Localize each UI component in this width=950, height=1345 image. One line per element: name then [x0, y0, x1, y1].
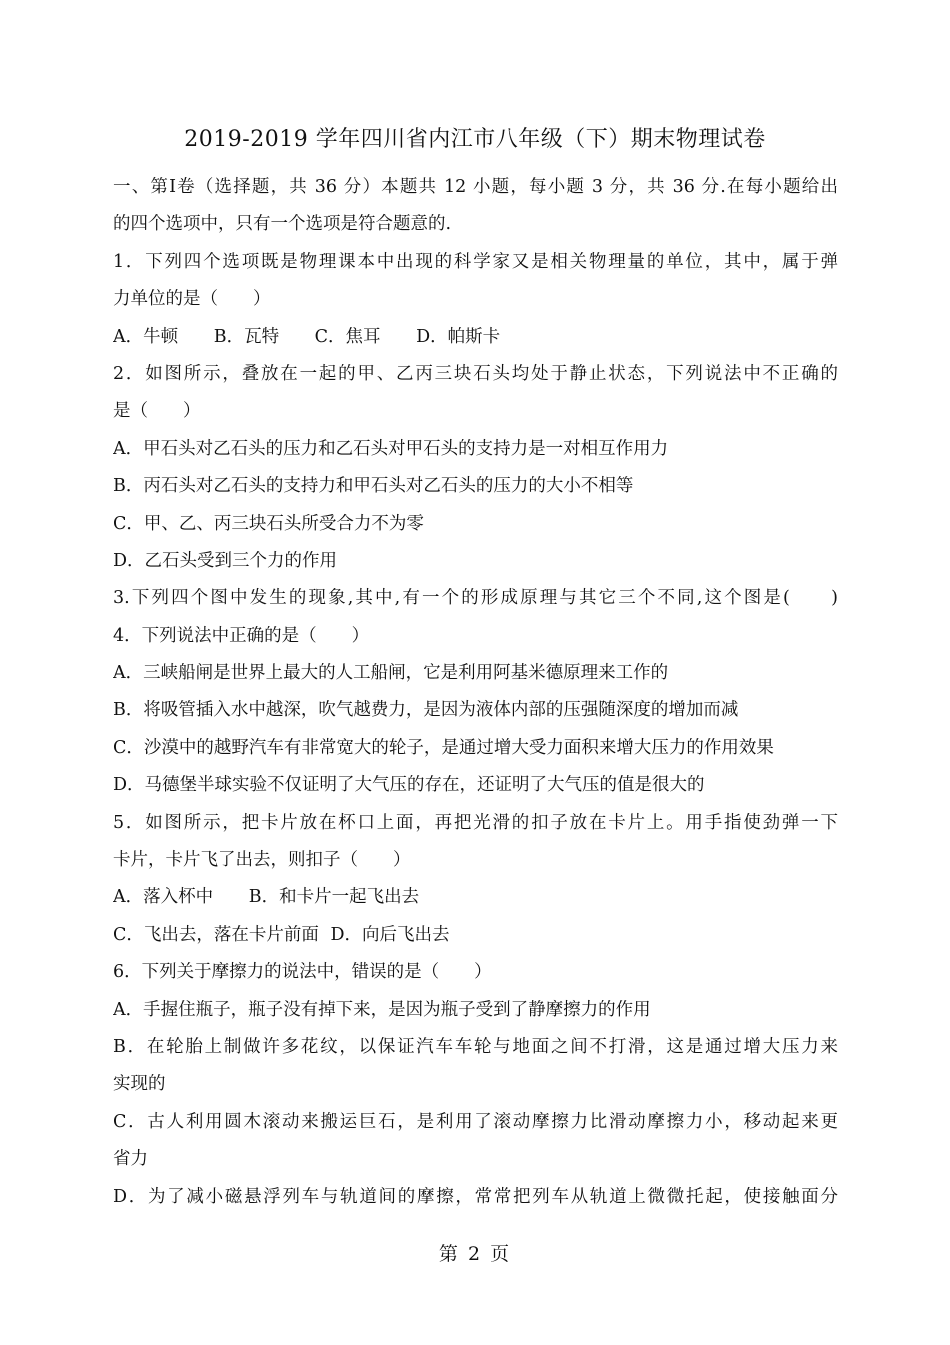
question-6	[113, 954, 838, 1216]
option-d: D．乙石头受到三个力的作用	[113, 550, 338, 571]
question-stem-line: 是（ ）	[113, 401, 201, 422]
question-2	[113, 356, 838, 580]
page-number: 第 2 页	[438, 1243, 512, 1265]
option-b: B．在轮胎上制做许多花纹，以保证汽车车轮与地面之间不打滑，这是通过增大压力来	[113, 1036, 838, 1057]
option-d: D．为了减小磁悬浮列车与轨道间的摩擦，常常把列车从轨道上微微托起，使接触面分	[113, 1186, 838, 1207]
option-c: C．甲、乙、丙三块石头所受合力不为零	[113, 513, 424, 534]
option-a: A．落入杯中	[113, 887, 214, 908]
option-row	[113, 319, 838, 356]
section-header-line: 的四个选项中，只有一个选项是符合题意的.	[113, 214, 452, 235]
option-a: A．甲石头对乙石头的压力和乙石头对甲石头的支持力是一对相互作用力	[113, 438, 669, 459]
exam-content	[113, 169, 838, 1216]
option-c-continued: 省力	[113, 1149, 148, 1170]
section-header-line: 一、第Ⅰ卷（选择题，共 36 分）本题共 12 小题，每小题 3 分，共 36 分.在每小题给出	[113, 177, 838, 197]
option-row	[113, 879, 838, 916]
option-a: A．牛顿	[113, 326, 179, 347]
question-stem-line: 2．如图所示，叠放在一起的甲、乙丙三块石头均处于静止状态，下列说法中不正确的	[113, 363, 838, 384]
question-stem-line: 3.下列四个图中发生的现象,其中,有一个的形成原理与其它三个不同,这个图是( )	[113, 588, 838, 609]
question-5	[113, 805, 838, 955]
question-stem-line: 4．下列说法中正确的是（ ）	[113, 625, 370, 646]
question-1	[113, 244, 838, 356]
question-4	[113, 618, 838, 805]
option-b: B．将吸管插入水中越深，吹气越费力，是因为液体内部的压强随深度的增加而减	[113, 700, 739, 721]
question-stem-line: 1．下列四个选项既是物理课本中出现的科学家又是相关物理量的单位，其中，属于弹	[113, 251, 838, 272]
option-c: C．飞出去，落在卡片前面	[113, 924, 319, 945]
question-stem-line: 6．下列关于摩擦力的说法中，错误的是（ ）	[113, 962, 492, 983]
option-c: C．焦耳	[314, 326, 381, 347]
question-stem-line: 5．如图所示，把卡片放在杯口上面，再把光滑的扣子放在卡片上。用手指使劲弹一下	[113, 812, 838, 833]
option-b: B．和卡片一起飞出去	[248, 887, 420, 908]
question-stem-line: 力单位的是（ ）	[113, 289, 271, 310]
option-b-continued: 实现的	[113, 1074, 166, 1095]
option-d: D．帕斯卡	[416, 326, 501, 347]
option-d: D．马德堡半球实验不仅证明了大气压的存在，还证明了大气压的值是很大的	[113, 775, 705, 796]
exam-title: 2019-2019 学年四川省内江市八年级（下）期末物理试卷	[184, 127, 766, 152]
option-b: B．瓦特	[213, 326, 280, 347]
option-c: C．古人利用圆木滚动来搬运巨石，是利用了滚动摩擦力比滑动摩擦力小，移动起来更	[113, 1111, 838, 1132]
option-row	[113, 917, 838, 954]
question-3	[113, 580, 838, 617]
option-c: C．沙漠中的越野汽车有非常宽大的轮子，是通过增大受力面积来增大压力的作用效果	[113, 737, 774, 758]
question-stem-line: 卡片，卡片飞了出去，则扣子（ ）	[113, 850, 411, 871]
option-b: B．丙石头对乙石头的支持力和甲石头对乙石头的压力的大小不相等	[113, 476, 634, 497]
option-a: A．手握住瓶子，瓶子没有掉下来，是因为瓶子受到了静摩擦力的作用	[113, 999, 651, 1020]
option-a: A．三峡船闸是世界上最大的人工船闸，它是利用阿基米德原理来工作的	[113, 663, 669, 684]
option-d: D．向后飞出去	[330, 924, 450, 945]
